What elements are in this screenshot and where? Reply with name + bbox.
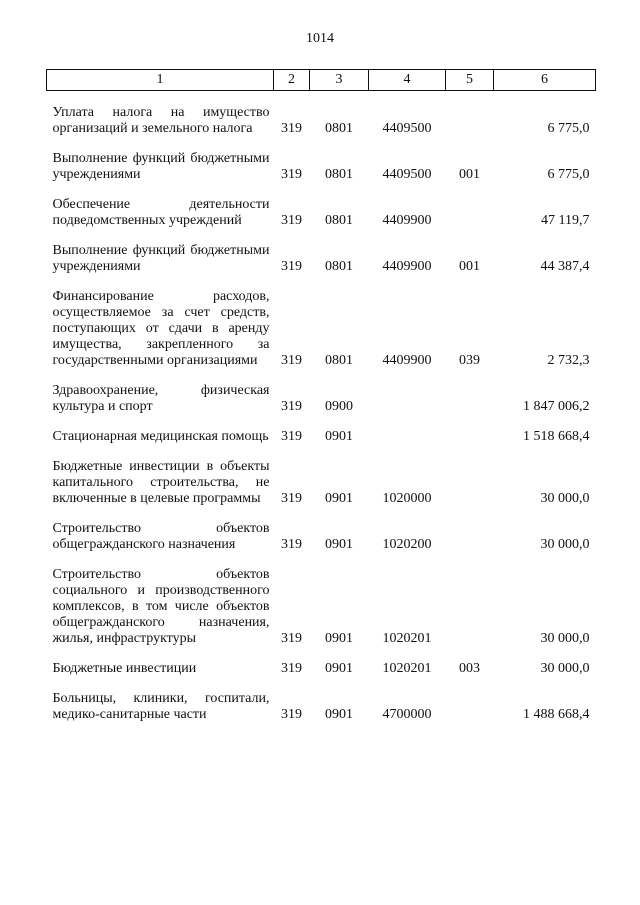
row-col-5: [446, 567, 494, 647]
row-col-4: 1020201: [382, 631, 432, 646]
row-col-3: 0901: [325, 429, 353, 444]
row-col-5: [446, 197, 494, 229]
spacer-cell: [310, 445, 369, 459]
spacer-cell: [446, 275, 494, 289]
table-row: [47, 197, 596, 229]
row-col-3: 0901: [325, 537, 353, 552]
row-col-2: 319: [281, 537, 302, 552]
table-row: [47, 289, 596, 369]
row-col-5: [446, 459, 494, 507]
row-name: Обеспечение деятельности подведомственных учреждений: [52, 197, 270, 228]
header-col-6: 6: [494, 70, 596, 91]
spacer-cell: [310, 275, 369, 289]
spacer-cell: [274, 183, 310, 197]
spacer-cell: [47, 229, 274, 243]
budget-table: [46, 69, 596, 723]
spacer-cell: [446, 677, 494, 691]
row-spacer: [47, 229, 596, 243]
row-col-4: 1020000: [382, 491, 432, 506]
spacer-cell: [274, 91, 310, 106]
row-name: Бюджетные инвестиции в объекты капитального строительства, не включенные в целевые программы: [52, 459, 270, 506]
spacer-cell: [369, 677, 446, 691]
spacer-cell: [369, 445, 446, 459]
spacer-cell: [47, 91, 274, 106]
spacer-cell: [446, 229, 494, 243]
row-col-3: 0900: [325, 399, 353, 414]
spacer-cell: [494, 369, 596, 383]
spacer-cell: [274, 647, 310, 661]
row-col-4: 4409500: [382, 167, 432, 182]
page-number: 1014: [306, 31, 334, 46]
row-col-2: 319: [281, 259, 302, 274]
row-col-4: [369, 429, 446, 445]
spacer-cell: [47, 553, 274, 567]
row-col-4: [369, 383, 446, 415]
row-col-3: 0901: [325, 661, 353, 676]
row-spacer: [47, 677, 596, 691]
row-col-5: 039: [459, 353, 480, 368]
spacer-cell: [494, 677, 596, 691]
row-col-3: 0901: [325, 707, 353, 722]
spacer-cell: [494, 647, 596, 661]
row-col-5: [446, 691, 494, 723]
row-col-3: 0801: [325, 353, 353, 368]
row-col-2: 319: [281, 121, 302, 136]
spacer-cell: [494, 275, 596, 289]
table-row: [47, 521, 596, 553]
spacer-cell: [310, 91, 369, 106]
spacer-cell: [369, 91, 446, 106]
spacer-cell: [369, 275, 446, 289]
spacer-cell: [446, 553, 494, 567]
spacer-cell: [494, 183, 596, 197]
spacer-cell: [446, 507, 494, 521]
spacer-cell: [47, 183, 274, 197]
spacer-cell: [47, 415, 274, 429]
spacer-cell: [310, 183, 369, 197]
table-row: [47, 151, 596, 183]
row-spacer: [47, 275, 596, 289]
spacer-cell: [446, 647, 494, 661]
row-spacer: [47, 415, 596, 429]
spacer-cell: [310, 229, 369, 243]
spacer-cell: [274, 275, 310, 289]
row-spacer: [47, 445, 596, 459]
spacer-cell: [494, 229, 596, 243]
spacer-cell: [369, 647, 446, 661]
row-amount: 30 000,0: [540, 631, 590, 646]
row-col-5: 001: [459, 259, 480, 274]
row-col-4: 1020200: [382, 537, 432, 552]
row-name: Выполнение функций бюджетными учреждениями: [52, 243, 270, 274]
table-row: [47, 383, 596, 415]
row-spacer: [47, 553, 596, 567]
spacer-cell: [310, 137, 369, 151]
spacer-cell: [47, 677, 274, 691]
spacer-cell: [369, 553, 446, 567]
spacer-cell: [47, 647, 274, 661]
row-col-5: 001: [459, 167, 480, 182]
spacer-cell: [494, 553, 596, 567]
spacer-cell: [494, 415, 596, 429]
row-amount: 2 732,3: [547, 353, 590, 368]
spacer-cell: [310, 647, 369, 661]
table-row: [47, 105, 596, 137]
spacer-cell: [47, 275, 274, 289]
row-col-5: [446, 521, 494, 553]
spacer-cell: [274, 677, 310, 691]
spacer-cell: [494, 91, 596, 106]
row-name: Выполнение функций бюджетными учреждениями: [52, 151, 270, 182]
row-col-2: 319: [281, 399, 302, 414]
header-col-3: 3: [310, 70, 369, 91]
row-name: Стационарная медицинская помощь: [52, 429, 269, 444]
spacer-cell: [274, 229, 310, 243]
spacer-cell: [369, 183, 446, 197]
row-amount: 47 119,7: [541, 213, 590, 228]
row-col-3: 0801: [325, 213, 353, 228]
row-amount: 30 000,0: [540, 491, 590, 506]
spacer-cell: [47, 507, 274, 521]
spacer-cell: [274, 137, 310, 151]
spacer-cell: [310, 507, 369, 521]
row-col-4: 4700000: [382, 707, 432, 722]
row-spacer: [47, 369, 596, 383]
row-col-2: 319: [281, 353, 302, 368]
spacer-cell: [446, 445, 494, 459]
table-row: [47, 429, 596, 445]
header-row: [47, 70, 596, 91]
spacer-cell: [274, 553, 310, 567]
row-name: Уплата налога на имущество организаций и земельного налога: [52, 105, 270, 136]
header-col-5: 5: [446, 70, 494, 91]
table-row: [47, 243, 596, 275]
row-amount: 30 000,0: [540, 537, 590, 552]
header-col-4: 4: [369, 70, 446, 91]
row-col-2: 319: [281, 167, 302, 182]
spacer-cell: [369, 369, 446, 383]
spacer-cell: [446, 183, 494, 197]
spacer-cell: [494, 445, 596, 459]
row-spacer: [47, 647, 596, 661]
row-col-2: 319: [281, 707, 302, 722]
row-amount: 6 775,0: [547, 167, 590, 182]
row-col-2: 319: [281, 631, 302, 646]
row-col-4: 4409500: [382, 121, 432, 136]
row-name: Бюджетные инвестиции: [52, 661, 197, 676]
row-amount: 6 775,0: [547, 121, 590, 136]
row-col-2: 319: [281, 213, 302, 228]
row-name: Здравоохранение, физическая культура и спорт: [52, 383, 270, 414]
spacer-cell: [274, 445, 310, 459]
row-col-5: [446, 383, 494, 415]
row-col-3: 0801: [325, 167, 353, 182]
spacer-cell: [446, 415, 494, 429]
row-col-2: 319: [281, 429, 302, 444]
spacer-cell: [310, 553, 369, 567]
row-col-4: 1020201: [382, 661, 432, 676]
header-col-1: 1: [47, 70, 274, 91]
spacer-cell: [369, 229, 446, 243]
table-row: [47, 567, 596, 647]
row-name: Больницы, клиники, госпитали, медико-санитарные части: [52, 691, 270, 722]
row-name: Финансирование расходов, осуществляемое за счет средств, поступающих от сдачи в аренду имущества, закрепленного за государственными организациями: [52, 289, 270, 368]
header-col-2: 2: [274, 70, 310, 91]
spacer-cell: [494, 137, 596, 151]
spacer-cell: [369, 415, 446, 429]
spacer-cell: [494, 507, 596, 521]
spacer-cell: [274, 369, 310, 383]
spacer-cell: [47, 137, 274, 151]
row-spacer: [47, 183, 596, 197]
spacer-cell: [47, 369, 274, 383]
row-col-2: 319: [281, 661, 302, 676]
row-col-5: 003: [459, 661, 480, 676]
spacer-cell: [446, 369, 494, 383]
row-amount: 44 387,4: [540, 259, 590, 274]
row-col-5: [446, 105, 494, 137]
spacer-cell: [274, 415, 310, 429]
spacer-cell: [310, 369, 369, 383]
spacer-cell: [369, 137, 446, 151]
row-amount: 1 488 668,4: [523, 707, 590, 722]
row-amount: 30 000,0: [540, 661, 590, 676]
spacer-cell: [310, 415, 369, 429]
spacer-cell: [310, 677, 369, 691]
spacer-cell: [47, 445, 274, 459]
row-col-4: 4409900: [382, 259, 432, 274]
row-col-3: 0801: [325, 121, 353, 136]
table-row: [47, 661, 596, 677]
table-row: [47, 459, 596, 507]
row-name: Строительство объектов социального и производственного комплексов, в том числе объектов общегражданского назначения, жилья, инфраструктуры: [52, 567, 270, 646]
row-spacer: [47, 137, 596, 151]
row-spacer: [47, 91, 596, 106]
spacer-cell: [446, 91, 494, 106]
spacer-cell: [446, 137, 494, 151]
row-col-4: 4409900: [382, 353, 432, 368]
row-col-5: [446, 429, 494, 445]
spacer-cell: [274, 507, 310, 521]
row-amount: 1 847 006,2: [523, 399, 590, 414]
row-col-4: 4409900: [382, 213, 432, 228]
spacer-cell: [369, 507, 446, 521]
row-col-2: 319: [281, 491, 302, 506]
row-spacer: [47, 507, 596, 521]
row-name: Строительство объектов общегражданского назначения: [52, 521, 270, 552]
row-amount: 1 518 668,4: [523, 429, 590, 444]
row-col-3: 0901: [325, 631, 353, 646]
row-col-3: 0801: [325, 259, 353, 274]
row-col-3: 0901: [325, 491, 353, 506]
table-row: [47, 691, 596, 723]
